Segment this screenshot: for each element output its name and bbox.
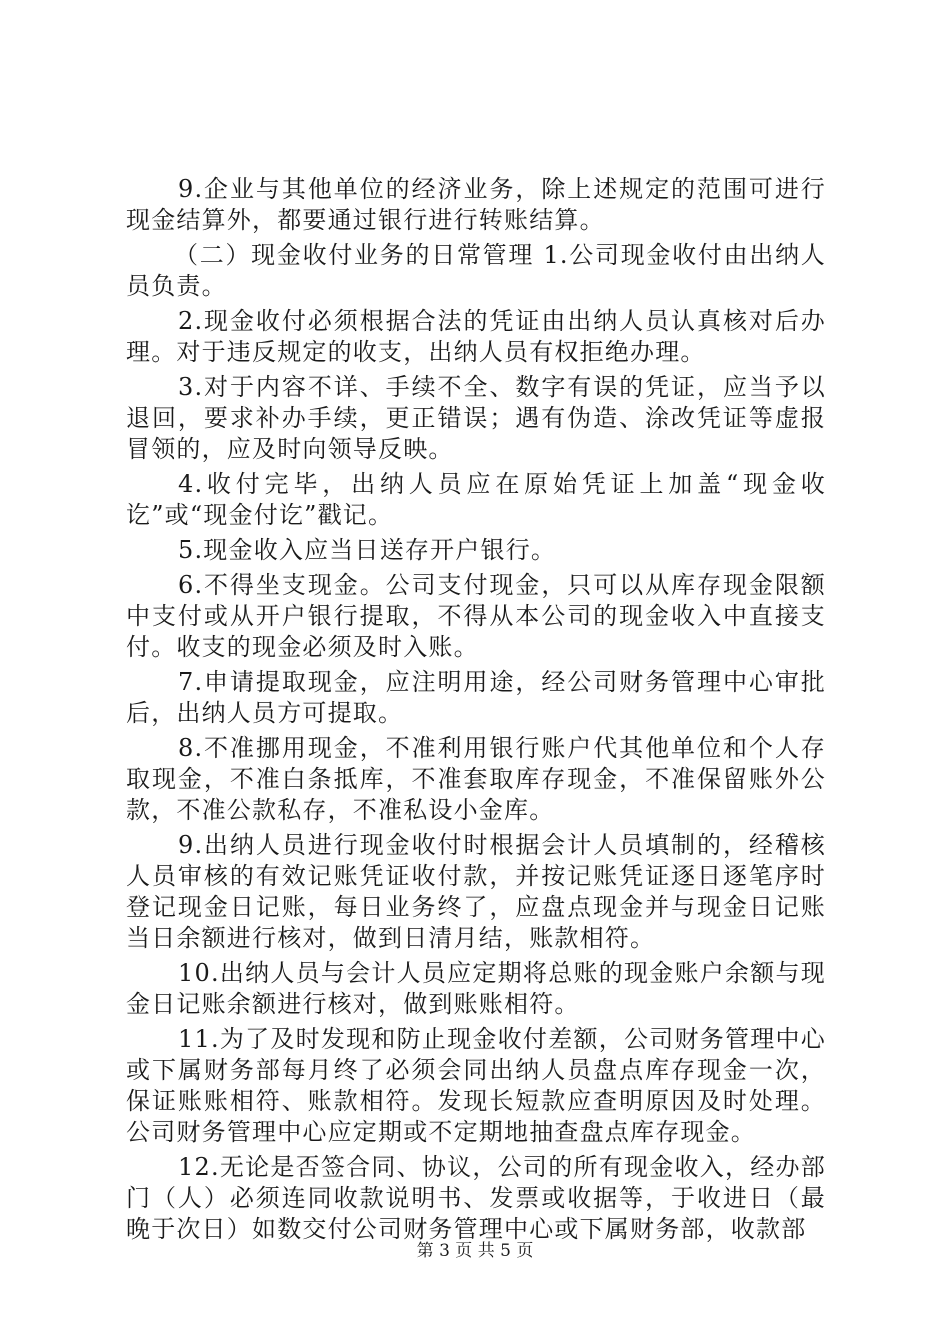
paragraph-9: 8.不准挪用现金，不准利用银行账户代其他单位和个人存取现金，不准白条抵库，不准套取库存现金，不准保留账外公款，不准公款私存，不准私设小金库。	[126, 734, 826, 824]
page-number-label: 第 3 页 共 5 页	[416, 1241, 534, 1261]
page-footer	[0, 1240, 950, 1262]
paragraph-10: 9.出纳人员进行现金收付时根据会计人员填制的，经稽核人员审核的有效记账凭证收付款，并按记账凭证逐日逐笔序时登记现金日记账，每日业务终了，应盘点现金并与现金日记账当日余额进行核对，做到日清月结，账款相符。	[126, 831, 826, 952]
paragraph-2: （二）现金收付业务的日常管理 1.公司现金收付由出纳人员负责。	[126, 241, 826, 300]
paragraph-7: 6.不得坐支现金。公司支付现金，只可以从库存现金限额中支付或从开户银行提取，不得从本公司的现金收入中直接支付。收支的现金必须及时入账。	[126, 571, 826, 661]
paragraph-12: 11.为了及时发现和防止现金收付差额，公司财务管理中心或下属财务部每月终了必须会同出纳人员盘点库存现金一次，保证账账相符、账款相符。发现长短款应查明原因及时处理。公司财务管理中心应定期或不定期地抽查盘点库存现金。	[126, 1025, 826, 1146]
paragraph-8: 7.申请提取现金，应注明用途，经公司财务管理中心审批后，出纳人员方可提取。	[126, 668, 826, 727]
paragraph-3: 2.现金收付必须根据合法的凭证由出纳人员认真核对后办理。对于违反规定的收支，出纳人员有权拒绝办理。	[126, 307, 826, 366]
paragraph-11: 10.出纳人员与会计人员应定期将总账的现金账户余额与现金日记账余额进行核对，做到账账相符。	[126, 959, 826, 1018]
paragraph-5: 4.收付完毕，出纳人员应在原始凭证上加盖“现金收讫”或“现金付讫”戳记。	[126, 470, 826, 529]
paragraph-6: 5.现金收入应当日送存开户银行。	[178, 536, 557, 564]
paragraph-4: 3.对于内容不详、手续不全、数字有误的凭证，应当予以退回，要求补办手续，更正错误；遇有伪造、涂改凭证等虚报冒领的，应及时向领导反映。	[126, 373, 826, 463]
paragraph-1: 9.企业与其他单位的经济业务，除上述规定的范围可进行现金结算外，都要通过银行进行转账结算。	[126, 175, 826, 234]
paragraph-13: 12.无论是否签合同、协议，公司的所有现金收入，经办部门（人）必须连同收款说明书、发票或收据等，于收进日（最晚于次日）如数交付公司财务管理中心或下属财务部，收款部	[126, 1153, 826, 1243]
document-body	[126, 174, 826, 1249]
